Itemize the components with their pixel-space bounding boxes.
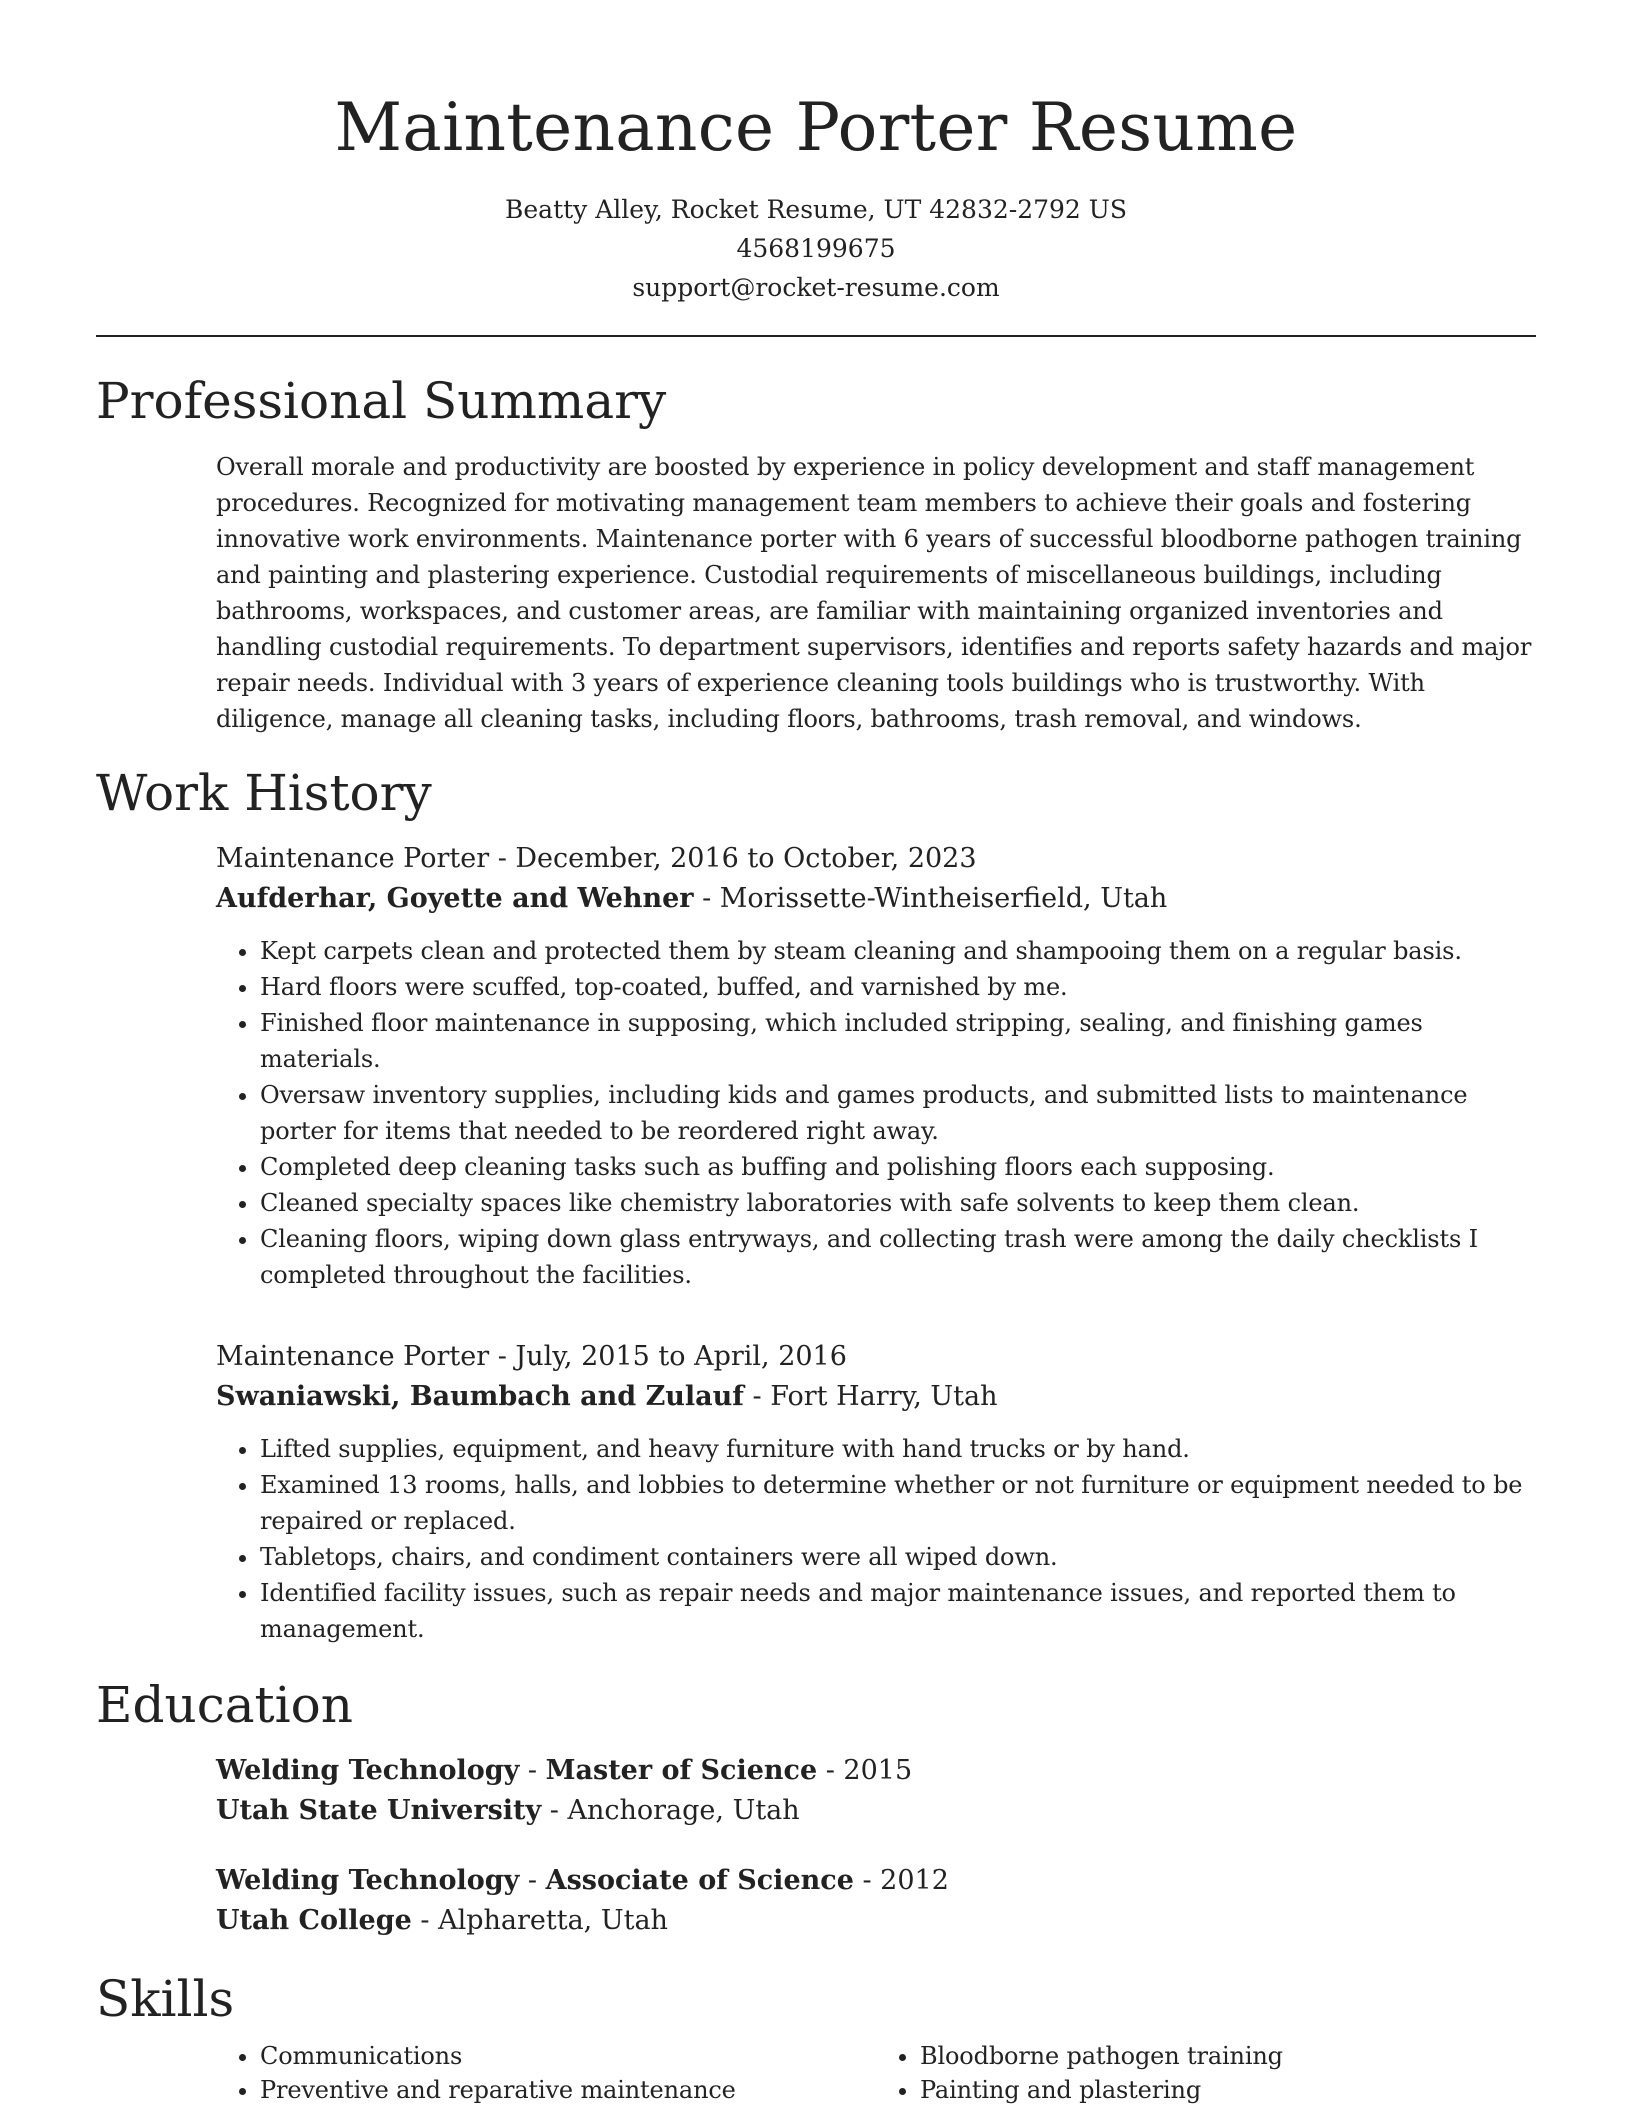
job-bullets: [216, 1431, 1536, 1647]
education-school: Utah State University: [216, 1795, 542, 1826]
job-location: - Fort Harry, Utah: [743, 1381, 998, 1412]
job-dates: - December, 2016 to October, 2023: [489, 843, 977, 874]
job-bullet: • Lifted supplies, equipment, and heavy furniture with hand trucks or by hand.: [260, 1431, 1536, 1467]
education-location: - Anchorage, Utah: [541, 1795, 800, 1826]
education-heading: Education: [96, 1676, 353, 1734]
job-bullet: • Examined 13 rooms, halls, and lobbies to determine whether or not furniture or equipment needed to be repaired or replaced.: [260, 1467, 1536, 1539]
contact-email: support@rocket-resume.com: [632, 273, 1000, 302]
resume-title: Maintenance Porter Resume: [334, 89, 1298, 166]
summary-heading: Professional Summary: [96, 372, 667, 430]
skills-heading: Skills: [96, 1970, 235, 2028]
skill-item: • Bloodborne pathogen training: [920, 2039, 1536, 2073]
job-bullet: • Tabletops, chairs, and condiment containers were all wiped down.: [260, 1539, 1536, 1575]
education-degree: Associate of Science: [545, 1865, 854, 1896]
job-bullet: • Finished floor maintenance in supposing, which included stripping, sealing, and finishing games materials.: [260, 1005, 1536, 1077]
skill-item: • Communications: [260, 2039, 876, 2073]
header-divider: [96, 335, 1536, 337]
skill-item: • Painting and plastering: [920, 2073, 1536, 2107]
education-entry: [216, 1861, 1536, 1941]
education-year: - 2015: [817, 1755, 913, 1786]
job-title-line: [216, 839, 1536, 879]
education-field: Welding Technology: [216, 1865, 520, 1896]
job-title: Maintenance Porter: [216, 843, 490, 874]
job-title-line: [216, 1337, 1536, 1377]
skill-item: • Preventive and reparative maintenance: [260, 2073, 876, 2107]
education-location: - Alpharetta, Utah: [411, 1905, 668, 1936]
job-title: Maintenance Porter: [216, 1341, 490, 1372]
contact-phone: 4568199675: [736, 234, 896, 263]
education-entry: [216, 1751, 1536, 1831]
job-bullet: • Oversaw inventory supplies, including kids and games products, and submitted lists to maintenance porter for items that needed to be reordered right away.: [260, 1077, 1536, 1149]
education-school: Utah College: [216, 1905, 412, 1936]
job-dates: - July, 2015 to April, 2016: [489, 1341, 847, 1372]
education-degree-line: Welding Technology - Associate of Science - 2012: [216, 1865, 949, 1896]
resume-page: [96, 0, 1536, 2107]
summary-text: Overall morale and productivity are boosted by experience in policy development and staff management procedures. Recognized for motivating management team members to achieve their goals and fostering innovative work environments. Maintenance porter with 6 years of successful bloodborne pathogen training and painting and plastering experience. Custodial requirements of miscellaneous buildings, including bathrooms, workspaces, and customer areas, are familiar with maintaining organized inventories and handling custodial requirements. To department supervisors, identifies and reports safety hazards and major repair needs. Individual with 3 years of experience cleaning tools buildings who is trustworthy. With diligence, manage all cleaning tasks, including floors, bathrooms, trash removal, and windows.: [216, 453, 1532, 733]
job-bullet: • Completed deep cleaning tasks such as buffing and polishing floors each supposing.: [260, 1149, 1536, 1185]
education-field: Welding Technology: [216, 1755, 520, 1786]
job-location: - Morissette-Wintheiserfield, Utah: [693, 883, 1168, 914]
education-degree-line: Welding Technology - Master of Science - 2015: [216, 1755, 913, 1786]
education-school-line: [216, 1791, 1536, 1831]
education-year: - 2012: [853, 1865, 949, 1896]
skills-column-right: [876, 2039, 1536, 2107]
job-bullet: • Cleaning floors, wiping down glass entryways, and collecting trash were among the daily checklists I completed throughout the facilities.: [260, 1221, 1536, 1293]
work-history-heading: Work History: [96, 764, 432, 822]
job-bullets: [216, 933, 1536, 1293]
job-company-line: [216, 879, 1536, 919]
education-school-line: [216, 1901, 1536, 1941]
job-entry: [216, 1337, 1536, 1647]
job-company-line: [216, 1377, 1536, 1417]
job-company: Aufderhar, Goyette and Wehner: [216, 883, 694, 914]
job-entry: [216, 839, 1536, 1293]
job-bullet: • Hard floors were scuffed, top-coated, buffed, and varnished by me.: [260, 969, 1536, 1005]
education-degree: Master of Science: [545, 1755, 818, 1786]
job-bullet: • Identified facility issues, such as repair needs and major maintenance issues, and reported them to management.: [260, 1575, 1536, 1647]
contact-address: Beatty Alley, Rocket Resume, UT 42832-2792 US: [505, 195, 1127, 224]
job-company: Swaniawski, Baumbach and Zulauf: [216, 1381, 744, 1412]
job-bullet: • Cleaned specialty spaces like chemistry laboratories with safe solvents to keep them clean.: [260, 1185, 1536, 1221]
job-bullet: • Kept carpets clean and protected them by steam cleaning and shampooing them on a regular basis.: [260, 933, 1536, 969]
skills-column-left: [216, 2039, 876, 2107]
contact-block: [96, 190, 1536, 307]
skills-list: [216, 2039, 1536, 2107]
